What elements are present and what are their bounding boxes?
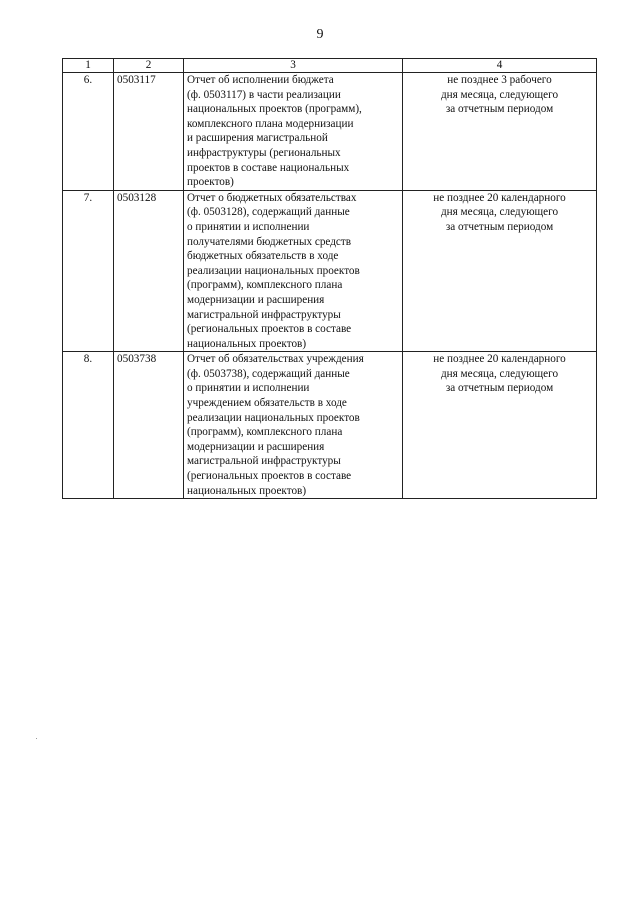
column-header-3: 3 [184, 59, 403, 73]
description-line: (программ), комплексного плана [187, 279, 343, 292]
form-code: 0503128 [114, 190, 184, 352]
description-line: (ф. 0503128), содержащий данные [187, 206, 350, 219]
row-number: 8. [63, 352, 114, 499]
description-line: (программ), комплексного плана [187, 426, 343, 439]
description-line: о принятии и исполнении [187, 220, 310, 233]
column-header-1: 1 [63, 59, 114, 73]
table-row [63, 190, 597, 352]
page-number: 9 [316, 27, 324, 42]
form-code: 0503117 [114, 73, 184, 191]
description-line: национальных проектов) [187, 484, 307, 497]
description-line: магистральной инфраструктуры [187, 455, 341, 468]
column-header-2: 2 [114, 59, 184, 73]
description-line: проектов в составе национальных [187, 161, 350, 174]
description-line: национальных проектов) [187, 337, 307, 350]
deadline-line: за отчетным периодом [445, 382, 554, 395]
description-line: реализации национальных проектов [187, 264, 360, 277]
deadline-line: дня месяца, следующего [440, 367, 559, 380]
deadline-line: дня месяца, следующего [440, 206, 559, 219]
description-line: комплексного плана модернизации [187, 117, 354, 130]
description-line: модернизации и расширения [187, 293, 325, 306]
description-line: Отчет об исполнении бюджета [187, 74, 334, 86]
submission-deadline [403, 352, 597, 499]
description-line: инфраструктуры (региональных [187, 146, 341, 159]
description-line: (региональных проектов в составе [187, 470, 352, 483]
row-number: 7. [63, 190, 114, 352]
table-row [63, 73, 597, 191]
deadline-line: дня месяца, следующего [440, 88, 559, 101]
submission-deadline [403, 190, 597, 352]
scan-speck [36, 738, 37, 739]
description-line: проектов) [187, 176, 234, 189]
table-row [63, 352, 597, 499]
description-line: реализации национальных проектов [187, 411, 360, 424]
description-line: магистральной инфраструктуры [187, 308, 341, 321]
deadline-line: не позднее 20 календарного [433, 353, 566, 366]
description-line: о принятии и исполнении [187, 382, 310, 395]
description-line: и расширения магистральной [187, 132, 328, 145]
table-header-row [63, 59, 597, 73]
description-line: модернизации и расширения [187, 440, 325, 453]
deadline-line: не позднее 3 рабочего [447, 74, 552, 86]
description-line: бюджетных обязательств в ходе [187, 250, 339, 263]
reporting-forms-table [62, 58, 597, 499]
description-line: национальных проектов (программ), [187, 103, 362, 116]
deadline-line: за отчетным периодом [445, 103, 554, 116]
description-line: (региональных проектов в составе [187, 323, 352, 336]
row-number: 6. [63, 73, 114, 191]
description-line: Отчет о бюджетных обязательствах [187, 191, 357, 204]
submission-deadline [403, 73, 597, 191]
form-code: 0503738 [114, 352, 184, 499]
deadline-line: не позднее 20 календарного [433, 191, 566, 204]
description-line: Отчет об обязательствах учреждения [187, 353, 364, 366]
description-line: (ф. 0503738), содержащий данные [187, 367, 350, 380]
form-description [184, 73, 403, 191]
form-description [184, 352, 403, 499]
description-line: учреждением обязательств в ходе [187, 397, 347, 410]
deadline-line: за отчетным периодом [445, 220, 554, 233]
form-description [184, 190, 403, 352]
description-line: (ф. 0503117) в части реализации [187, 88, 341, 101]
description-line: получателями бюджетных средств [187, 235, 352, 248]
column-header-4: 4 [403, 59, 597, 73]
